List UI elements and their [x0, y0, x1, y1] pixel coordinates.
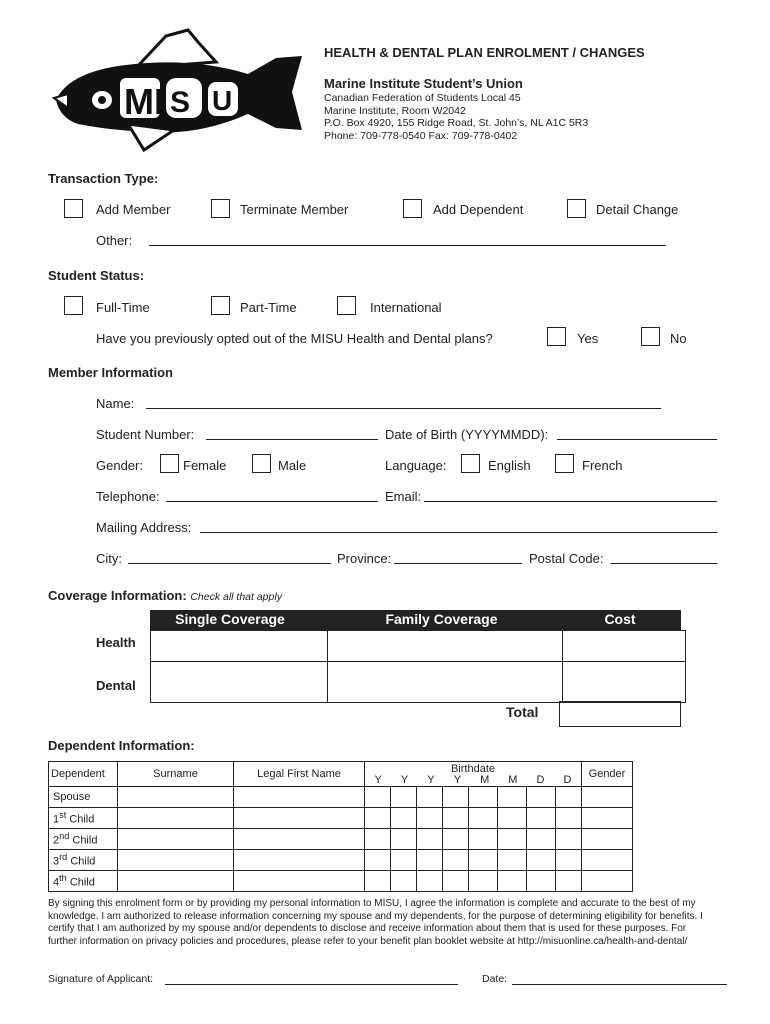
birth-cell[interactable]	[443, 871, 469, 892]
full-time-checkbox[interactable]	[64, 296, 83, 315]
org-name: Marine Institute Student’s Union	[324, 76, 523, 91]
child-gender-cell[interactable]	[582, 808, 633, 829]
female-label: Female	[183, 458, 227, 473]
birth-cell[interactable]	[365, 787, 391, 808]
child-first-name-cell[interactable]	[234, 808, 365, 829]
birthdate-label: Birthdate	[450, 762, 496, 775]
child-2-row-label: 2nd Child	[49, 829, 118, 850]
other-field[interactable]	[149, 245, 666, 246]
birthdate-format	[365, 775, 581, 786]
coverage-note: Check all that apply	[190, 591, 282, 603]
table-row	[49, 829, 633, 850]
opt-out-yes-checkbox[interactable]	[547, 327, 566, 346]
health-family-cell[interactable]	[328, 631, 563, 662]
svg-text:S: S	[170, 86, 191, 119]
coverage-table	[150, 630, 686, 703]
email-label: Email:	[385, 489, 422, 504]
birthdate-letter: D	[536, 773, 545, 786]
mailing-address-label: Mailing Address:	[96, 520, 192, 535]
telephone-label: Telephone:	[96, 489, 160, 504]
gender-col-header: Gender	[582, 762, 633, 787]
child-surname-cell[interactable]	[118, 850, 234, 871]
birth-cell[interactable]	[469, 787, 498, 808]
student-number-field[interactable]	[206, 439, 378, 440]
birth-cell[interactable]	[498, 850, 527, 871]
member-heading: Member Information	[48, 365, 173, 380]
birth-cell[interactable]	[417, 787, 443, 808]
birthdate-letter: Y	[400, 773, 409, 786]
address-line: Canadian Federation of Students Local 45	[324, 92, 521, 104]
child-first-name-cell[interactable]	[234, 850, 365, 871]
health-row-label: Health	[96, 635, 136, 650]
detail-change-checkbox[interactable]	[567, 199, 586, 218]
birth-cell[interactable]	[527, 871, 556, 892]
birth-cell[interactable]	[391, 808, 417, 829]
birth-cell[interactable]	[391, 829, 417, 850]
french-checkbox[interactable]	[555, 454, 574, 473]
email-field[interactable]	[424, 501, 717, 502]
opt-out-yes-label: Yes	[577, 331, 599, 346]
birthdate-letter: Y	[427, 773, 435, 786]
table-row	[49, 850, 633, 871]
child-first-name-cell[interactable]	[234, 829, 365, 850]
female-checkbox[interactable]	[160, 454, 179, 473]
dental-family-cell[interactable]	[328, 662, 563, 703]
dependent-table	[48, 761, 633, 892]
birth-cell[interactable]	[469, 871, 498, 892]
french-label: French	[582, 458, 623, 473]
dental-row-label: Dental	[96, 678, 136, 693]
city-label: City:	[96, 551, 122, 566]
child-surname-cell[interactable]	[118, 808, 234, 829]
total-cost-cell[interactable]	[559, 701, 681, 727]
birthdate-letter: D	[563, 773, 572, 786]
signature-label: Signature of Applicant:	[48, 973, 154, 985]
total-label: Total	[506, 704, 539, 720]
birth-cell[interactable]	[556, 829, 582, 850]
birth-cell[interactable]	[498, 829, 527, 850]
language-label: Language:	[385, 458, 447, 473]
add-dependent-label: Add Dependent	[433, 202, 524, 217]
birth-cell[interactable]	[498, 871, 527, 892]
birth-cell[interactable]	[443, 829, 469, 850]
first-name-col-header: Legal First Name	[234, 762, 365, 787]
birth-cell[interactable]	[498, 808, 527, 829]
health-single-cell[interactable]	[151, 631, 328, 662]
surname-col-header: Surname	[118, 762, 234, 787]
child-first-name-cell[interactable]	[234, 871, 365, 892]
birth-cell[interactable]	[556, 850, 582, 871]
part-time-label: Part-Time	[240, 300, 297, 315]
province-label: Province:	[337, 551, 392, 566]
postal-code-field[interactable]	[611, 563, 717, 564]
international-label: International	[370, 300, 442, 315]
child-gender-cell[interactable]	[582, 871, 633, 892]
health-cost-cell[interactable]	[563, 631, 686, 662]
birth-cell[interactable]	[498, 787, 527, 808]
birth-cell[interactable]	[527, 829, 556, 850]
add-member-label: Add Member	[96, 202, 171, 217]
male-checkbox[interactable]	[252, 454, 271, 473]
dental-cost-cell[interactable]	[563, 662, 686, 703]
opt-out-no-label: No	[670, 331, 687, 346]
dental-single-cell[interactable]	[151, 662, 328, 703]
spouse-gender-cell[interactable]	[582, 787, 633, 808]
consent-text: By signing this enrolment form or by providing my personal information to MISU, I agree the information is complete and accurate to the best of my knowledge. I am authorized to release information concerning my spouse and my dependents, for the purpose of determining eligibility for benefits. I certify that I am authorized by my spouse and/or dependents to disclose and receive information about them that is used for these purposes. For further information on privacy policies and procedures, please refer to your benefit plan booklet website at http://misuonline.ca/health-and-dental/	[48, 898, 703, 947]
birth-cell[interactable]	[417, 871, 443, 892]
birth-cell[interactable]	[556, 871, 582, 892]
cost-header: Cost	[604, 611, 636, 627]
address-line: P.O. Box 4920, 155 Ridge Road, St. John’s, NL A1C 5R3	[324, 117, 589, 129]
coverage-heading-row	[48, 588, 282, 603]
telephone-field[interactable]	[166, 501, 378, 502]
terminate-member-checkbox[interactable]	[211, 199, 230, 218]
org-address	[324, 92, 588, 142]
gender-label: Gender:	[96, 458, 143, 473]
add-member-checkbox[interactable]	[64, 199, 83, 218]
child-1-row-label: 1st Child	[49, 808, 118, 829]
family-coverage-header: Family Coverage	[385, 611, 498, 627]
table-row	[49, 787, 633, 808]
date-field[interactable]	[512, 984, 727, 985]
detail-change-label: Detail Change	[596, 202, 679, 217]
birth-cell[interactable]	[443, 787, 469, 808]
child-gender-cell[interactable]	[582, 829, 633, 850]
birth-cell[interactable]	[469, 829, 498, 850]
birth-cell[interactable]	[527, 850, 556, 871]
single-coverage-header: Single Coverage	[175, 611, 285, 627]
name-label: Name:	[96, 396, 135, 411]
city-field[interactable]	[128, 563, 331, 564]
signature-field[interactable]	[165, 984, 458, 985]
birth-cell[interactable]	[365, 850, 391, 871]
birth-cell[interactable]	[527, 787, 556, 808]
birthdate-letter: M	[480, 773, 490, 786]
terminate-member-label: Terminate Member	[240, 202, 349, 217]
birth-cell[interactable]	[443, 850, 469, 871]
add-dependent-checkbox[interactable]	[403, 199, 422, 218]
birthdate-col-header	[365, 762, 582, 787]
birth-cell[interactable]	[391, 850, 417, 871]
birth-cell[interactable]	[365, 808, 391, 829]
part-time-checkbox[interactable]	[211, 296, 230, 315]
birth-cell[interactable]	[365, 829, 391, 850]
child-3-row-label: 3rd Child	[49, 850, 118, 871]
province-field[interactable]	[394, 563, 522, 564]
birth-cell[interactable]	[365, 871, 391, 892]
coverage-heading: Coverage Information:	[48, 588, 187, 603]
birth-cell[interactable]	[556, 787, 582, 808]
spouse-first-name-cell[interactable]	[234, 787, 365, 808]
english-checkbox[interactable]	[461, 454, 480, 473]
birth-cell[interactable]	[469, 808, 498, 829]
spouse-row-label: Spouse	[49, 787, 118, 808]
logo-lettering: MI	[124, 81, 164, 122]
svg-text:U: U	[212, 85, 233, 116]
birth-cell[interactable]	[391, 787, 417, 808]
birth-cell[interactable]	[443, 808, 469, 829]
table-row	[49, 808, 633, 829]
table-row	[49, 871, 633, 892]
mailing-address-field[interactable]	[200, 532, 717, 533]
other-label: Other:	[96, 233, 133, 248]
dob-field[interactable]	[557, 439, 717, 440]
transaction-heading: Transaction Type:	[48, 171, 159, 186]
address-line: Phone: 709-778-0540 Fax: 709-778-0402	[324, 129, 518, 142]
birthdate-letter: M	[508, 773, 518, 786]
child-4-row-label: 4th Child	[49, 871, 118, 892]
dependent-col-header: Dependent	[49, 762, 118, 787]
birth-cell[interactable]	[469, 850, 498, 871]
english-label: English	[488, 458, 531, 473]
student-status-heading: Student Status:	[48, 268, 145, 283]
international-checkbox[interactable]	[337, 296, 356, 315]
birthdate-letter: Y	[453, 773, 462, 786]
birth-cell[interactable]	[417, 829, 443, 850]
student-number-label: Student Number:	[96, 427, 195, 442]
birthdate-letter: Y	[374, 773, 382, 786]
address-line: Marine Institute, Room W2042	[324, 104, 466, 117]
birth-cell[interactable]	[527, 808, 556, 829]
dependent-heading: Dependent Information:	[48, 738, 195, 753]
form-title: HEALTH & DENTAL PLAN ENROLMENT / CHANGES	[324, 45, 645, 60]
child-surname-cell[interactable]	[118, 871, 234, 892]
opt-out-question: Have you previously opted out of the MISU Health and Dental plans?	[96, 331, 493, 346]
birth-cell[interactable]	[417, 808, 443, 829]
birth-cell[interactable]	[556, 808, 582, 829]
child-gender-cell[interactable]	[582, 850, 633, 871]
name-field[interactable]	[146, 408, 661, 409]
spouse-surname-cell[interactable]	[118, 787, 234, 808]
opt-out-no-checkbox[interactable]	[641, 327, 660, 346]
full-time-label: Full-Time	[96, 300, 150, 315]
dob-label: Date of Birth (YYYYMMDD):	[385, 427, 549, 442]
postal-code-label: Postal Code:	[529, 551, 604, 566]
birth-cell[interactable]	[417, 850, 443, 871]
date-label: Date:	[482, 973, 508, 985]
male-label: Male	[278, 458, 307, 473]
misu-fish-logo	[48, 28, 306, 152]
birth-cell[interactable]	[391, 871, 417, 892]
child-surname-cell[interactable]	[118, 829, 234, 850]
